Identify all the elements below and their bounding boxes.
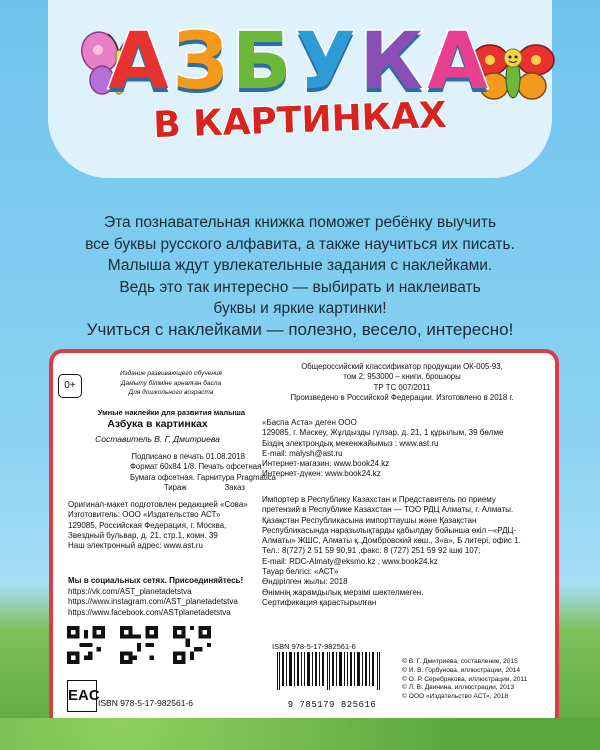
title-letter: Б xyxy=(232,17,296,107)
title-letter: А xyxy=(108,17,173,107)
okp-line: Общероссийский классификатор продукции ОК-005-93, xyxy=(301,362,503,371)
publisher-line: Изготовитель: ООО «Издательство АСТ» xyxy=(68,510,221,520)
edition-line: Издание развивающего обучения xyxy=(119,370,222,377)
social-link-instagram[interactable]: https://www.instagram.com/AST_planetadetstva xyxy=(68,597,238,607)
print-line: Бумага офсетная. Гарнитура Pragmatica xyxy=(130,472,276,482)
importer-line: Өнімнің жарамдылық мерзімі шектелмеген. xyxy=(262,587,424,597)
intro-line: все буквы русского алфавита, а также научиться их писать. xyxy=(85,235,515,253)
age-rating-badge: 0+ xyxy=(58,374,82,398)
print-line: Формат 60x84 1/8. Печать офсетная xyxy=(130,462,262,472)
intro-line: буквы и яркие картинки! xyxy=(213,300,387,317)
social-link-facebook[interactable]: https://www.facebook.com/ASTplanetadetstva xyxy=(68,607,231,617)
social-link-vk[interactable]: https://vk.com/AST_planetadetstva xyxy=(68,587,192,596)
okp-line: Произведено в Российской Федерации. Изготовлено в 2018 г. xyxy=(290,392,514,402)
importer-line: Тауар белгісі: «АСТ» xyxy=(262,567,339,577)
print-info xyxy=(130,452,276,493)
eac-mark: EAC xyxy=(67,680,97,712)
kz-line: «Баспа Аста» деген ООО xyxy=(262,418,357,427)
copyright-line: © В. Г. Дмитриева, составление, 2015 xyxy=(402,658,518,665)
importer-line: Өндірілген жылы: 2018 xyxy=(262,577,348,587)
kz-line: 129085, г. Мәскеу, Жұлдызды гүлзар, д. 21, 1 құрылым, 39 бөлме xyxy=(262,428,504,438)
slogan: Учиться с наклейками — полезно, весело, интересно! xyxy=(86,320,514,339)
okp-info xyxy=(262,362,542,403)
copyright-line: © Л. В. Двинина, иллюстрации, 2013 xyxy=(402,684,515,692)
publisher-line: 129085, Российская Федерация, г. Москва, xyxy=(68,520,227,530)
book-title: Азбука в картинках xyxy=(107,418,208,430)
qr-code-facebook-icon[interactable] xyxy=(173,626,211,664)
social-links xyxy=(68,587,238,618)
title-letter: З xyxy=(172,17,233,107)
publisher-line: Оригинал-макет подготовлен редакцией «Сова» xyxy=(68,500,248,509)
kz-line: Интернет-магазин: www.book24.kz xyxy=(262,459,390,469)
intro-text xyxy=(40,212,560,320)
importer-line: Республикасында наразылықтарды қабылдау бойынша өкіл –«РДЦ- xyxy=(262,525,517,535)
importer-line: претензий в Республике Казахстан — ТОО РДЦ Алматы, г. Алматы. xyxy=(262,505,514,515)
importer-line: Импортер в Республику Казахстан и Представитель по приему xyxy=(262,495,496,504)
title-letter: А xyxy=(427,17,492,107)
compiler: Составитель В. Г. Дмитриева xyxy=(95,434,220,444)
page-title xyxy=(0,17,600,107)
qr-code-vk-icon[interactable] xyxy=(67,626,105,664)
intro-line: Эта познавательная книжка поможет ребёнку выучить xyxy=(103,214,497,231)
copyright-info xyxy=(402,658,527,702)
zakaz-label: Заказ xyxy=(224,482,245,492)
kz-line: Интернет-дүкен: www.book24.kz xyxy=(262,469,381,479)
publisher-info xyxy=(68,500,248,551)
importer-line: E-mail: RDC-Almaty@eksmo.kz , www.book24.kz xyxy=(262,556,438,566)
edition-line: Дамыту біліміне арналған басла xyxy=(120,379,222,387)
print-line: Подписано в печать 01.08.2018 xyxy=(131,452,245,461)
importer-line: Қазақстан Республикасына импорттаушы және Қазақстан xyxy=(262,515,477,525)
isbn-right: ISBN 978-5-17-982561-6 xyxy=(272,642,356,651)
okp-line: ТР ТС 007/2011 xyxy=(373,382,431,392)
kz-line: E-mail: malysh@ast.ru xyxy=(262,448,343,458)
kz-line: Біздің электрондық мекенжайымыз : www.ast.ru xyxy=(262,438,439,448)
importer-line: Сертификация қарастырылған xyxy=(262,597,377,607)
barcode-icon xyxy=(271,652,391,698)
copyright-line: © ООО «Издательство АСТ», 2018 xyxy=(402,693,509,701)
title-letter: К xyxy=(359,17,428,107)
kz-publisher-info xyxy=(262,418,503,480)
qr-code-instagram-icon[interactable] xyxy=(120,626,158,664)
intro-line: Малыша ждут увлекательные задания с наклейками. xyxy=(107,257,493,274)
barcode-digits: 9 785179 825616 xyxy=(287,700,377,710)
tirazh-label: Тираж xyxy=(163,482,187,492)
grass-strip xyxy=(0,718,600,750)
title-letter: У xyxy=(295,17,360,107)
okp-line: том 2; 953000 – книги, брошюры xyxy=(343,372,461,382)
edition-line: Для дошкольного возраста xyxy=(128,389,214,396)
intro-line: Ведь это так интересно — выбирать и наклеивать xyxy=(119,278,481,296)
isbn-left: ISBN 978-5-17-982561-6 xyxy=(98,698,193,708)
importer-line: Алматы» ЖШС, Алматы қ.,Домбровский көш., 3«а», Б литері, офис 1. xyxy=(262,536,521,546)
importer-line: Тел.: 8(727) 2 51 59 90,91 ,факс: 8 (727) 251 59 92 ішкі 107; xyxy=(262,546,481,556)
copyright-line: © О. Р. Серебрякова, иллюстрации, 2011 xyxy=(402,675,528,683)
publisher-line: Наш электронный адрес: www.ast.ru xyxy=(68,541,203,551)
kz-importer-info xyxy=(262,495,521,608)
copyright-line: © И. В. Горбунова, иллюстрации, 2014 xyxy=(402,666,521,674)
edition-info xyxy=(96,369,246,398)
page-subtitle: В КАРТИНКАХ xyxy=(152,94,448,147)
series-name: Умные наклейки для развития малыша xyxy=(97,408,245,417)
social-title: Мы в социальных сетях. Присоединяйтесь! xyxy=(68,576,244,585)
publisher-line: Звездный бульвар, д. 21, стр.1, комн. 39 xyxy=(68,530,218,540)
